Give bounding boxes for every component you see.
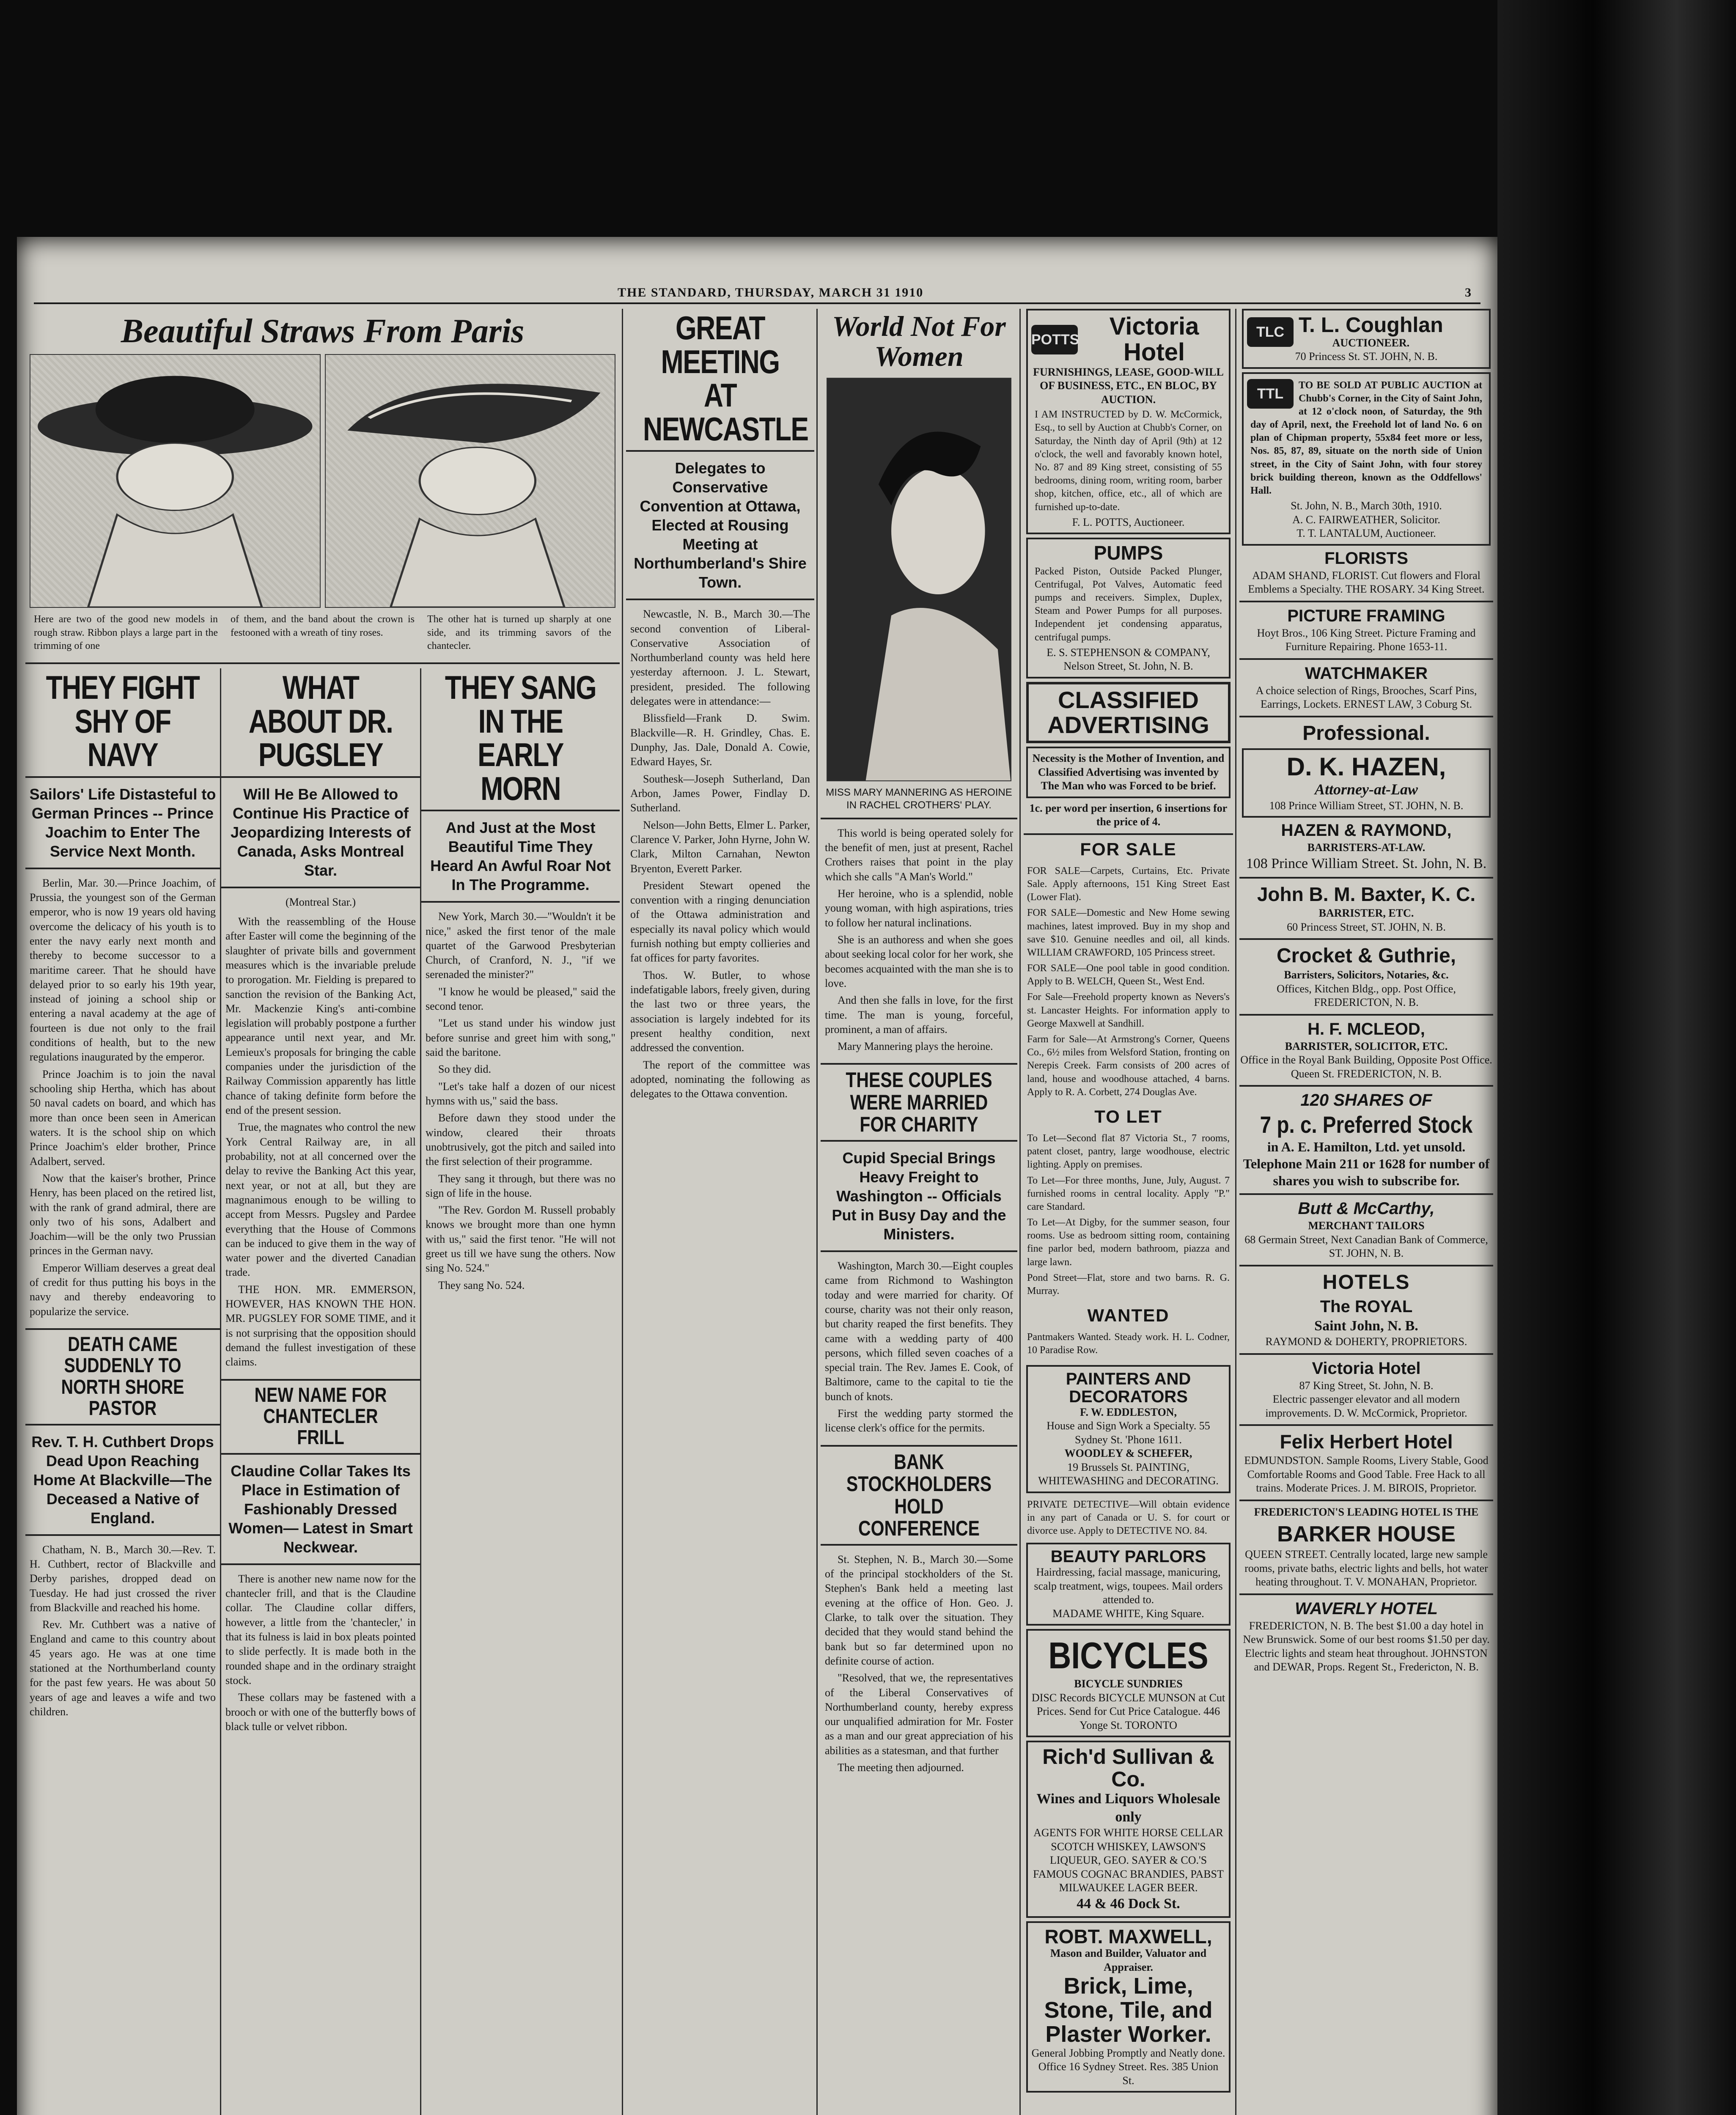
hotels-title: HOTELS (1322, 1271, 1410, 1294)
navy-deck: Sailors' Life Distasteful to German Princes -- Prince Joachim to Enter The Service Next Month. (29, 785, 216, 860)
world-not-paragraph: She is an authoress and when she goes about seeking local color for her work, she becomes acquainted with the man she is to love. (825, 933, 1013, 989)
world-not-body (821, 824, 1017, 1059)
victoria-sale-body: I AM INSTRUCTED by D. W. McCormick, Esq., to sell by Auction at Chubb's Corner, on Saturday, the Ninth day of April (9th) at 12 o'clock, the well and favorably known hotel, No. 87 and 89 King street, consisting of 55 bedrooms, dining room, writing room, barber shop, kitchen, office, etc., all of which are furnished up-to-date. (1035, 409, 1222, 513)
newcastle-paragraph: Blissfield—Frank D. Swim. Blackville—R. H. Grindley, Chas. E. Dunphy, Jas. Dale, Donald A. Cowie, Edward Hayes, Sr. (630, 712, 810, 768)
felix-body: EDMUNDSTON. Sample Rooms, Livery Stable, Good Comfortable Rooms and Good Table. Free Hack to all trains. Moderate Prices. J. M. BIROIS, Proprietor. (1244, 1454, 1489, 1494)
hazen-raymond-address: 108 Prince William Street. St. John, N. B. (1246, 855, 1487, 871)
for-sale-item: FOR SALE—Carpets, Curtains, Etc. Private Sale. Apply afternoons, 151 King Street East (Lower Flat). (1027, 865, 1230, 903)
for-sale-list (1024, 863, 1233, 1103)
for-sale-title: FOR SALE (1080, 839, 1177, 859)
pumps-vendor: E. S. STEPHENSON & COMPANY, Nelson Street, St. John, N. B. (1047, 646, 1210, 673)
column-rule (622, 309, 623, 2115)
pugsley-paragraph: With the reassembling of the House after Easter will come the beginning of the slaughter of private bills and government measures which is the invariable prelude to prorogation. Mr. Fielding is prepared to sanction the revision of the Banking Act, Mr. Mackenzie King's anti-combine legislation will probably postpone a further appearance until next year, and Mr. Lemieux's proposals for bringing the cable companies under the jurisdiction of the Railway Commission apparently has little chance of taking definite form before the end of the present session. (225, 915, 416, 1117)
fashion-caption-left: Here are two of the good new models in rough straw. Ribbon plays a large part in the trimming of one (34, 614, 218, 652)
page-number: 3 (1465, 286, 1472, 299)
bank-paragraph: St. Stephen, N. B., March 30.—Some of the principal stockholders of the St. Stephen's Bank held a meeting last evening at the office of Hon. Geo. J. Clarke, to talk over the situation. They decided that they would stand behind the bank but so far determined upon no definite course of action. (825, 1553, 1013, 1667)
mannering-caption: MISS MARY MANNERING AS HEROINE IN RACHEL CROTHERS' PLAY. (826, 786, 1012, 811)
crocket-name: Crocket & Guthrie, (1276, 945, 1456, 967)
directory-column (1239, 309, 1493, 2115)
classified-tagline-box (1026, 747, 1231, 798)
hazen-raymond-role: BARRISTERS-AT-LAW. (1307, 841, 1426, 854)
sullivan-agents: AGENTS FOR WHITE HORSE CELLAR SCOTCH WHISKEY, LAWSON'S LIQUEUR, GEO. SAYER & CO.'S FAMOUS COGNAC BRANDIES, PABST MILWAUKEE LAGER BEER. (1033, 1827, 1224, 1894)
early-morn-paragraph: They sang No. 524. (438, 1279, 525, 1291)
for-sale-item: Farm for Sale—At Armstrong's Corner, Queens Co., 6½ miles from Welsford Station, fronting on Nerepis Creek. Farm consists of 200 acres of land, house and woodhouse attached, 4 barns. Apply to R. A. Corbett, 274 Douglas Ave. (1027, 1034, 1230, 1098)
barker-body: QUEEN STREET. Centrally located, large new sample rooms, private baths, electric lights and bells, hot water heating throughout. T. V. MONAHAN, Proprietor. (1244, 1548, 1488, 1588)
shares-title: 120 SHARES OF (1300, 1091, 1432, 1110)
classified-tagline: Necessity is the Mother of Invention, and Classified Advertising was invented by The Man who was Forced to be brief. (1032, 752, 1225, 792)
death-deck: Rev. T. H. Cuthbert Drops Dead Upon Reaching Home At Blackville—The Deceased a Native of England. (31, 1433, 214, 1527)
coughlan-role: AUCTIONEER. (1332, 336, 1410, 349)
navy-body (25, 873, 220, 1324)
newcastle-headline: GREAT MEETING AT NEWCASTLE (643, 309, 808, 448)
scan-dark-margin (1497, 0, 1736, 2115)
early-morn-paragraph: So they did. (438, 1063, 491, 1076)
newcastle-paragraph: Newcastle, N. B., March 30.—The second convention of Liberal-Conservative Association of Northumberland county was held here yesterday afternoon. J. L. Stewart, president, presided. The following delegates were in attendance:— (630, 608, 810, 708)
death-paragraph: Chatham, N. B., March 30.—Rev. T. H. Cuthbert, rector of Blackville and Derby parishes, dropped dead on Tuesday. He had just crossed the river from Blackville and reached his home. (30, 1543, 216, 1614)
for-sale-item: For Sale—Freehold property known as Nevers's st. Lancaster Heights. For information apply to George Maxwell at Sandhill. (1027, 992, 1230, 1029)
professional-title: Professional. (1302, 722, 1430, 744)
newcastle-paragraph: Thos. W. Butler, to whose indefatigable labors, freely given, during the last two or three years, the association is largely indebted for its present healthy condition, next addressed the convention. (630, 969, 810, 1054)
chantecler-headline: NEW NAME FOR CHANTECLER FRILL (254, 1384, 387, 1449)
hazen-address: 108 Prince William Street, ST. JOHN, N. B. (1269, 799, 1464, 812)
beauty-name: MADAME WHITE, King Square. (1052, 1607, 1204, 1620)
pumps-title: PUMPS (1093, 542, 1163, 564)
early-morn-deck: And Just at the Most Beautiful Time They Heard An Awful Roar Not In The Programme. (430, 819, 611, 894)
bicycles-sub: BICYCLE SUNDRIES (1074, 1678, 1183, 1690)
world-not-headline: World Not For Women (832, 310, 1006, 373)
chantecler-body (221, 1569, 420, 1739)
wanted-item: Pantmakers Wanted. Steady work. H. L. Codner, 10 Paradise Row. (1027, 1332, 1230, 1356)
wanted-title: WANTED (1087, 1305, 1170, 1326)
victoria-sale-title: Victoria Hotel (1109, 313, 1199, 366)
potts-logo: POTTS (1031, 325, 1078, 354)
early-morn-paragraph: "Let's take half a dozen of our nicest hymns with us," said the bass. (426, 1080, 615, 1107)
mcleod-role: BARRISTER, SOLICITOR, ETC. (1285, 1040, 1448, 1052)
picture-framing-title: PICTURE FRAMING (1287, 606, 1445, 625)
couples-paragraph: Washington, March 30.—Eight couples came from Richmond to Washington today and were married for charity. Of course, charity was not their only reason, but charity reaped the first benefits. They came with a wedding party of 400 persons, which filled seven coaches of a special train. The Rev. James E. Cook, of Baltimore, came to the capital to tie the bunch of knots. (825, 1259, 1013, 1403)
early-morn-paragraph: "I know he would be pleased," said the second tenor. (426, 985, 615, 1013)
baxter-address: 60 Princess Street, ST. JOHN, N. B. (1287, 920, 1446, 933)
pugsley-paragraph: THE HON. MR. EMMERSON, HOWEVER, HAS KNOWN THE HON. MR. PUGSLEY FOR SOME TIME, and it is not surprising that the opposition should demand the fullest investigation of these claims. (225, 1283, 416, 1368)
pugsley-body (221, 912, 420, 1375)
baxter-role: BARRISTER, ETC. (1318, 907, 1414, 920)
public-auction-solicitor: A. C. FAIRWEATHER, Solicitor. (1292, 513, 1440, 526)
wanted-list (1024, 1329, 1233, 1361)
mannering-photo (827, 378, 1011, 781)
coughlan-title: T. L. Coughlan (1299, 313, 1443, 337)
to-let-item: Pond Street—Flat, store and two barns. R. G. Murray. (1027, 1272, 1230, 1297)
maxwell-foot: General Jobbing Promptly and Neatly done. Office 16 Sydney Street. Res. 385 Union St. (1031, 2046, 1225, 2087)
pumps-ad (1026, 538, 1231, 678)
butt-address: 68 Germain Street, Next Canadian Bank of Commerce, ST. JOHN, N. B. (1244, 1233, 1488, 1260)
early-morn-paragraph: "The Rev. Gordon M. Russell probably knows we brought more than one hymn with us," said the first tenor. "He will not greet us till we have sung the others. Now sing No. 524." (426, 1204, 615, 1274)
to-let-list (1024, 1130, 1233, 1302)
victoria-name: Victoria Hotel (1312, 1359, 1421, 1378)
ads-column (1024, 309, 1233, 2115)
newcastle-deck: Delegates to Conservative Convention at Ottawa, Elected at Rousing Meeting at Northumberland's Shire Town. (634, 459, 807, 591)
bank-paragraph: The meeting then adjourned. (838, 1761, 964, 1774)
pugsley-article (221, 668, 421, 2115)
pumps-body: Packed Piston, Outside Packed Plunger, Centrifugal, Pot Valves, Automatic feed pumps and receivers. Simplex, Duplex, Steam and Power Pumps for all purposes. Independent jet condensing apparatus, centrifugal pumps. (1035, 566, 1222, 643)
early-morn-headline: THEY SANG IN THE EARLY MORN (445, 669, 596, 807)
painters-ad (1026, 1365, 1231, 1493)
victoria-sale-subtitle: FURNISHINGS, LEASE, GOOD-WILL OF BUSINESS, ETC., EN BLOC, BY AUCTION. (1033, 365, 1224, 406)
royal-city: Saint John, N. B. (1314, 1318, 1418, 1334)
painters-title: PAINTERS AND DECORATORS (1066, 1369, 1191, 1406)
detective-ad: PRIVATE DETECTIVE—Will obtain evidence in any part of Canada or U. S. for court or divorce use. Apply to DETECTIVE NO. 84. (1027, 1499, 1230, 1536)
death-body (25, 1540, 220, 1725)
maxwell-ad (1026, 1921, 1231, 2093)
world-not-paragraph: This world is being operated solely for the benefit of men, just at present, Rachel Crothers raises that point in the play which she calls "A Man's World." (825, 827, 1013, 883)
newcastle-paragraph: Southesk—Joseph Sutherland, Dan Arbon, James Power, Findlay D. Sutherland. (630, 772, 810, 814)
shares-big: 7 p. c. Preferred Stock (1260, 1111, 1473, 1138)
couples-headline: THESE COUPLES WERE MARRIED FOR CHARITY (846, 1068, 992, 1137)
fashion-caption-mid: of them, and the band about the crown is festooned with a wreath of tiny roses. (231, 614, 415, 638)
sullivan-ad (1026, 1741, 1231, 1918)
waverly-name: WAVERLY HOTEL (1295, 1599, 1438, 1618)
fashion-banner: Beautiful Straws From Paris (121, 313, 525, 350)
felix-name: Felix Herbert Hotel (1280, 1431, 1453, 1453)
hazen-raymond-name: HAZEN & RAYMOND, (1281, 821, 1452, 840)
bank-headline: BANK STOCKHOLDERS HOLD CONFERENCE (846, 1450, 992, 1541)
mcleod-name: H. F. MCLEOD, (1307, 1019, 1425, 1038)
beauty-title: BEAUTY PARLORS (1050, 1547, 1206, 1566)
to-let-title: TO LET (1094, 1106, 1162, 1126)
florists-body: ADAM SHAND, FLORIST. Cut flowers and Floral Emblems a Specialty. THE ROSARY. 34 King Street. (1248, 569, 1485, 596)
navy-paragraph: Emperor William deserves a great deal of credit for thus putting his boys in the navy and thereby endeavoring to popularize the service. (30, 1261, 216, 1318)
pugsley-deck: Will He Be Allowed to Continue His Practice of Jeopardizing Interests of Canada, Asks Montreal Star. (230, 785, 411, 879)
sullivan-sub: Wines and Liquors Wholesale only (1036, 1791, 1220, 1825)
coughlan-address: 70 Princess St. ST. JOHN, N. B. (1295, 350, 1438, 363)
page-header (34, 286, 1481, 304)
death-headline: DEATH CAME SUDDENLY TO NORTH SHORE PASTOR (61, 1333, 184, 1420)
navy-paragraph: Berlin, Mar. 30.—Prince Joachim, of Prussia, the youngest son of the German emperor, who is now 19 years old having overcome the delicacy of his youth is to enter the navy early next month and thereby to become successor to a maritime career. That he should have delayed prior to so early his 19th year, instead of joining a school ship or entering a naval academy at the age of fourteen is due not only to the frail conditions of health, but to the new regulations inaugurated by the emperor. (30, 876, 216, 1063)
world-not-article (821, 309, 1017, 2115)
bicycles-body: DISC Records BICYCLE MUNSON at Cut Prices. Send for Cut Price Catalogue. 446 Yonge St. TORONTO (1031, 1691, 1225, 1731)
public-auction-body: TO BE SOLD AT PUBLIC AUCTION at Chubb's Corner, in the City of Saint John, at 12 o'clock noon, of Saturday, the 9th day of April, next, the Freehold lot of land No. 6 on plan of Chipman property, 55x84 feet more or less, Nos. 85, 87, 89, situate on the north side of Union street, in the City of Saint John, with four storey brick building thereon, known as the Oddfellows' Hall. (1250, 379, 1482, 496)
hazen-name: D. K. HAZEN, (1286, 752, 1446, 781)
classified-title: CLASSIFIED ADVERTISING (1047, 686, 1209, 738)
sullivan-address: 44 & 46 Dock St. (1077, 1895, 1180, 1912)
public-auction-auctioneer: T. T. LANTALUM, Auctioneer. (1297, 527, 1436, 540)
maxwell-title: ROBT. MAXWELL, (1044, 1925, 1212, 1948)
hat-illustration-right (325, 354, 616, 608)
couples-deck: Cupid Special Brings Heavy Freight to Washington -- Officials Put in Busy Day and the Ministers. (832, 1149, 1006, 1243)
early-morn-paragraph: Before dawn they stood under the window, cleared their throats unobtrusively, got the pitch and sailed into the first selection of their programme. (426, 1112, 615, 1168)
beauty-ad (1026, 1543, 1231, 1626)
to-let-item: To Let—Second flat 87 Victoria St., 7 rooms, patent closet, pantry, large woodhouse, electric lighting. Apply on premises. (1027, 1132, 1230, 1170)
baxter-name: John B. M. Baxter, K. C. (1257, 883, 1476, 906)
column-rule (1019, 309, 1021, 2115)
to-let-item: To Let—At Digby, for the summer season, four rooms. Use as bedroom sitting room, containing fine parlor bed, modern bathroom, piazza and large lawn. (1027, 1217, 1230, 1268)
classified-rate: 1c. per word per insertion, 6 insertions for the price of 4. (1029, 802, 1228, 828)
maxwell-big: Brick, Lime, Stone, Tile, and Plaster Worker. (1044, 1973, 1213, 2047)
early-morn-body (421, 907, 620, 1298)
chantecler-deck: Claudine Collar Takes Its Place in Estimation of Fashionably Dressed Women— Latest in Smart Neckwear. (228, 1462, 413, 1556)
world-not-paragraph: And then she falls in love, for the first time. The man is young, forceful, prominent, a man of affairs. (825, 994, 1013, 1036)
bicycles-ad (1026, 1629, 1231, 1737)
bicycles-title: BICYCLES (1048, 1634, 1209, 1677)
public-auction-ad (1242, 372, 1491, 546)
watchmaker-title: WATCHMAKER (1305, 664, 1428, 683)
shares-body: in A. E. Hamilton, Ltd. yet unsold. Telephone Main 211 or 1628 for number of shares you wish to subscribe for. (1243, 1139, 1490, 1189)
death-paragraph: Rev. Mr. Cuthbert was a native of England and came to this country about 45 years ago. He was at one time stationed at the Northumberland county for the past few years. He was about 50 years of age and leaves a wife and two children. (30, 1618, 216, 1718)
ttl-logo: TTL (1247, 379, 1294, 409)
barker-preface: FREDERICTON'S LEADING HOTEL IS THE (1254, 1505, 1479, 1518)
painters-name-1: F. W. EDDLESTON, (1080, 1406, 1177, 1418)
waverly-body: FREDERICTON, N. B. The best $1.00 a day hotel in New Brunswick. Some of our best rooms $1.50 per day. Electric lights and steam heat throughout. JOHNSTON and DEWAR, Props. Regent St., Fredericton, N. B. (1243, 1619, 1490, 1673)
victoria-body: Electric passenger elevator and all modern improvements. D. W. McCormick, Proprietor. (1265, 1393, 1467, 1419)
crocket-address: Offices, Kitchen Bldg., opp. Post Office, FREDERICTON, N. B. (1277, 982, 1456, 1009)
hazen-card (1242, 748, 1491, 818)
newspaper-page (17, 237, 1497, 2115)
newcastle-paragraph: Nelson—John Betts, Elmer L. Parker, Clarence V. Parker, John Hyrne, John W. Clark, Milton Carnahan, Newton Bryenton, Everett Parker. (630, 819, 810, 875)
newcastle-paragraph: President Stewart opened the convention with a ringing denunciation of the Ottawa administration and especially its naval policy which would furnish nothing but empty collieries and fat offices for party favorites. (630, 879, 810, 964)
early-morn-paragraph: They sang it through, but there was no sign of life in the house. (426, 1172, 615, 1199)
victoria-address: 87 King Street, St. John, N. B. (1299, 1379, 1434, 1392)
chantecler-paragraph: There is another new name now for the chantecler frill, and that is the Claudine collar. The Claudine collar differs, however, a little from the 'chantecler,' in that its fulness is laid in box pleats pointed to slide perfectly. It is made both in the rounded shape and in the ordinary straight stock. (225, 1572, 416, 1687)
classified-header (1026, 682, 1231, 744)
newcastle-paragraph: The report of the committee was adopted, nominating the following as delegates to the Ottawa convention. (630, 1058, 810, 1100)
watchmaker-body: A choice selection of Rings, Brooches, Scarf Pins, Earrings, Lockets. ERNEST LAW, 3 Coburg St. (1255, 684, 1477, 711)
victoria-sale-ad (1026, 309, 1231, 534)
early-morn-paragraph: "Let us stand under his window just before sunrise and greet him with song," said the baritone. (426, 1017, 615, 1059)
maxwell-sub: Mason and Builder, Valuator and Appraiser. (1050, 1947, 1207, 1973)
beauty-body: Hairdressing, facial massage, manicuring, scalp treatment, wigs, toupees. Mail orders attended to. (1034, 1566, 1223, 1606)
navy-paragraph: Prince Joachim is to join the naval schooling ship Hertha, which has about 50 naval cadets on board, and which has more than once been seen in American waters. It is the school ship on which Prince Joachim's elder brother, Prince Adalbert, served. (30, 1068, 216, 1167)
public-auction-date: St. John, N. B., March 30th, 1910. (1291, 500, 1442, 512)
fashion-caption-right: The other hat is turned up sharply at one side, and its trimming savors of the chantecler. (427, 614, 611, 652)
painters-name-2: WOODLEY & SCHEFER, (1064, 1447, 1192, 1460)
tlc-logo: TLC (1247, 317, 1294, 347)
victoria-sale-signature: F. L. POTTS, Auctioneer. (1072, 516, 1185, 528)
newcastle-article (626, 309, 814, 2115)
to-let-item: To Let—For three months, June, July, August. 7 furnished rooms in central locality. Apply "P." care Standard. (1027, 1175, 1230, 1212)
painters-line-1: House and Sign Work a Specialty. 55 Sydney St. 'Phone 1611. (1047, 1420, 1210, 1446)
pugsley-headline: WHAT ABOUT DR. PUGSLEY (248, 669, 393, 774)
early-morn-article (421, 668, 620, 2115)
couples-body (821, 1256, 1017, 1441)
for-sale-item: FOR SALE—Domestic and New Home sewing machines, latest improved. Buy in my shop and save $10. Genuine needles and oil, all kinds. WILLIAM CRAWFORD, 105 Princess street. (1027, 907, 1230, 958)
crocket-role: Barristers, Solicitors, Notaries, &c. (1284, 969, 1449, 981)
hazen-role: Attorney-at-Law (1315, 780, 1418, 798)
painters-line-2: 19 Brussels St. PAINTING, WHITEWASHING and DECORATING. (1038, 1461, 1219, 1487)
barker-name: BARKER HOUSE (1277, 1522, 1456, 1547)
bank-paragraph: "Resolved, that we, the representatives of the Liberal Conservatives of Northumberland county, hereby express our unqualified admiration for Mr. Foster as a man and our great appreciation of his abilities as a statesman, and that further (825, 1672, 1013, 1757)
pugsley-paragraph: True, the magnates who control the new York Central Railway are, in all probability, not at all concerned over the delay to revive the Banking Act this year, next year, or not at all, but they are magnanimous enough to be willing to accept from Messrs. Pugsley and Pardee everything that the House of Commons can be induced to give them in the way of water power and the diverted Canadian trade. (225, 1121, 416, 1279)
pugsley-source: (Montreal Star.) (285, 895, 356, 908)
column-rule (816, 309, 818, 2115)
sullivan-title: Rich'd Sullivan & Co. (1042, 1745, 1214, 1791)
world-not-paragraph: Her heroine, who is a splendid, noble young woman, with high aspirations, tries to follow her natural inclinations. (825, 887, 1013, 929)
left-block (25, 309, 620, 2115)
chantecler-paragraph: These collars may be fastened with a brooch or with one of the butterfly bows of black tulle or velvet ribbon. (225, 1691, 416, 1733)
navy-paragraph: Now that the kaiser's brother, Prince Henry, has been placed on the retired list, with the rank of grand admiral, there are only two of his sons, Adalbert and Joachim—will be the only two Prussian princes in the German navy. (30, 1172, 216, 1257)
early-morn-paragraph: New York, March 30.—"Wouldn't it be nice," asked the first tenor of the male quartet of the Garwood Presbyterian Church, of Cranford, N. J., "if we serenaded the minister?" (426, 910, 615, 981)
navy-headline: THEY FIGHT SHY OF NAVY (46, 669, 200, 774)
world-not-paragraph: Mary Mannering plays the heroine. (838, 1040, 993, 1053)
hat-illustration-left (30, 354, 321, 608)
butt-name: Butt & McCarthy, (1298, 1199, 1435, 1218)
newcastle-body (626, 604, 814, 1106)
mcleod-address: Office in the Royal Bank Building, Opposite Post Office. Queen St. FREDERICTON, N. B. (1240, 1054, 1492, 1080)
royal-proprietors: RAYMOND & DOHERTY, PROPRIETORS. (1265, 1335, 1467, 1348)
masthead-line: THE STANDARD, THURSDAY, MARCH 31 1910 (618, 286, 924, 299)
bank-body (821, 1550, 1017, 1780)
florists-title: FLORISTS (1324, 549, 1408, 568)
navy-article (25, 668, 221, 2115)
for-sale-item: FOR SALE—One pool table in good condition. Apply to B. WELCH, Queen St., West End. (1027, 963, 1230, 987)
column-rule (1235, 309, 1236, 2115)
butt-role: MERCHANT TAILORS (1308, 1220, 1425, 1232)
royal-name: The ROYAL (1320, 1297, 1413, 1316)
coughlan-ad (1242, 309, 1491, 369)
picture-framing-body: Hoyt Bros., 106 King Street. Picture Framing and Furniture Repairing. Phone 1653-11. (1257, 626, 1476, 653)
couples-paragraph: First the wedding party stormed the license clerk's office for the permits. (825, 1407, 1013, 1434)
